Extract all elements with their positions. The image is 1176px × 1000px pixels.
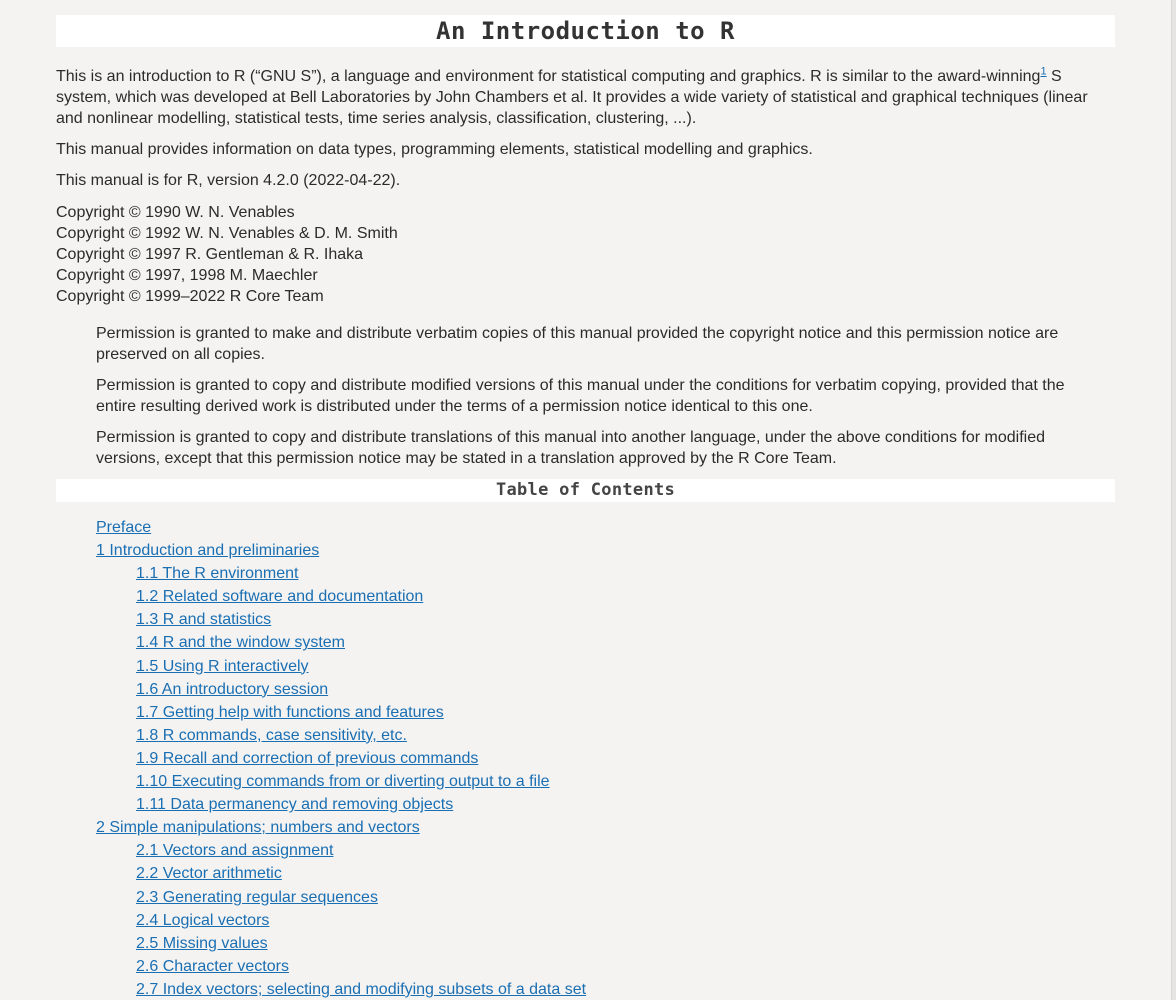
permission-paragraph: Permission is granted to copy and distribute modified versions of this manual under the conditions for verbatim copying, provided that the entire resulting derived work is distributed under the terms of a permission notice identical to this one. [96, 377, 1065, 415]
permission-paragraph: Permission is granted to copy and distribute translations of this manual into another language, under the above conditions for modified versions, except that this permission notice may be stated in a translation approved by the R Core Team. [96, 429, 1046, 467]
toc-chapter-link[interactable]: Preface [96, 519, 152, 536]
table-of-contents [56, 516, 1115, 1000]
version-info-paragraph: This manual is for R, version 4.2.0 (2022-04-22). [56, 172, 401, 189]
toc-subsection-link[interactable]: 2.3 Generating regular sequences [136, 888, 378, 906]
toc-subsection-link[interactable]: 2.6 Character vectors [136, 957, 289, 975]
toc-subsection-link[interactable]: 1.7 Getting help with functions and features [136, 703, 444, 721]
copyright-block [56, 202, 1115, 307]
toc-subsection-link[interactable]: 2.7 Index vectors; selecting and modifying subsets of a data set [136, 980, 587, 998]
permission-paragraph: Permission is granted to make and distribute verbatim copies of this manual provided the copyright notice and this permission notice are preserved on all copies. [96, 325, 1059, 363]
toc-subsection-link[interactable]: 1.9 Recall and correction of previous commands [136, 749, 479, 767]
toc-subsection-link[interactable]: 2.5 Missing values [136, 934, 268, 952]
toc-heading: Table of Contents [56, 479, 1115, 502]
toc-subsection-link[interactable]: 1.10 Executing commands from or diverting output to a file [136, 773, 550, 791]
intro-text: This is an introduction to R (“GNU S”), a language and environment for statistical computing and graphics. R is similar to the award-winning [56, 68, 1041, 85]
toc-subsection-link[interactable]: 1.3 R and statistics [136, 611, 272, 629]
manual-info-paragraph: This manual provides information on data types, programming elements, statistical modelling and graphics. [56, 141, 813, 158]
toc-subsection-link[interactable]: 1.5 Using R interactively [136, 657, 309, 675]
copyright-line: Copyright © 1997, 1998 M. Maechler [56, 267, 318, 284]
copyright-line: Copyright © 1997 R. Gentleman & R. Ihaka [56, 246, 364, 263]
permission-notice [56, 323, 1115, 469]
toc-chapter-link[interactable]: 1 Introduction and preliminaries [96, 542, 320, 560]
toc-subsection-link[interactable]: 2.1 Vectors and assignment [136, 842, 334, 860]
intro-paragraph [56, 66, 1115, 129]
footnote-link[interactable]: 1 [1040, 65, 1047, 78]
scrollbar[interactable] [1171, 0, 1176, 1000]
toc-subsection-link[interactable]: 1.8 R commands, case sensitivity, etc. [136, 726, 407, 744]
intro-text-continued: S system, which was developed at Bell Laboratories by John Chambers et al. It provides a wide variety of statistical and graphical techniques (linear and nonlinear modelling, statistical tests, time series analysis, classification, clustering, ...). [56, 68, 1088, 127]
toc-subsection-link[interactable]: 2.4 Logical vectors [136, 911, 270, 929]
copyright-line: Copyright © 1999–2022 R Core Team [56, 288, 324, 305]
toc-chapter-link[interactable]: 2 Simple manipulations; numbers and vectors [96, 819, 420, 837]
copyright-line: Copyright © 1990 W. N. Venables [56, 204, 295, 221]
page-title: An Introduction to R [56, 15, 1115, 47]
toc-subsection-link[interactable]: 1.1 The R environment [136, 565, 299, 583]
toc-subsection-link[interactable]: 1.4 R and the window system [136, 634, 345, 652]
toc-subsection-link[interactable]: 1.11 Data permanency and removing objects [136, 796, 454, 814]
toc-subsection-link[interactable]: 1.6 An introductory session [136, 680, 329, 698]
toc-subsection-link[interactable]: 1.2 Related software and documentation [136, 588, 424, 606]
copyright-line: Copyright © 1992 W. N. Venables & D. M. Smith [56, 225, 398, 242]
document-page [56, 15, 1115, 1000]
toc-subsection-link[interactable]: 2.2 Vector arithmetic [136, 865, 282, 883]
